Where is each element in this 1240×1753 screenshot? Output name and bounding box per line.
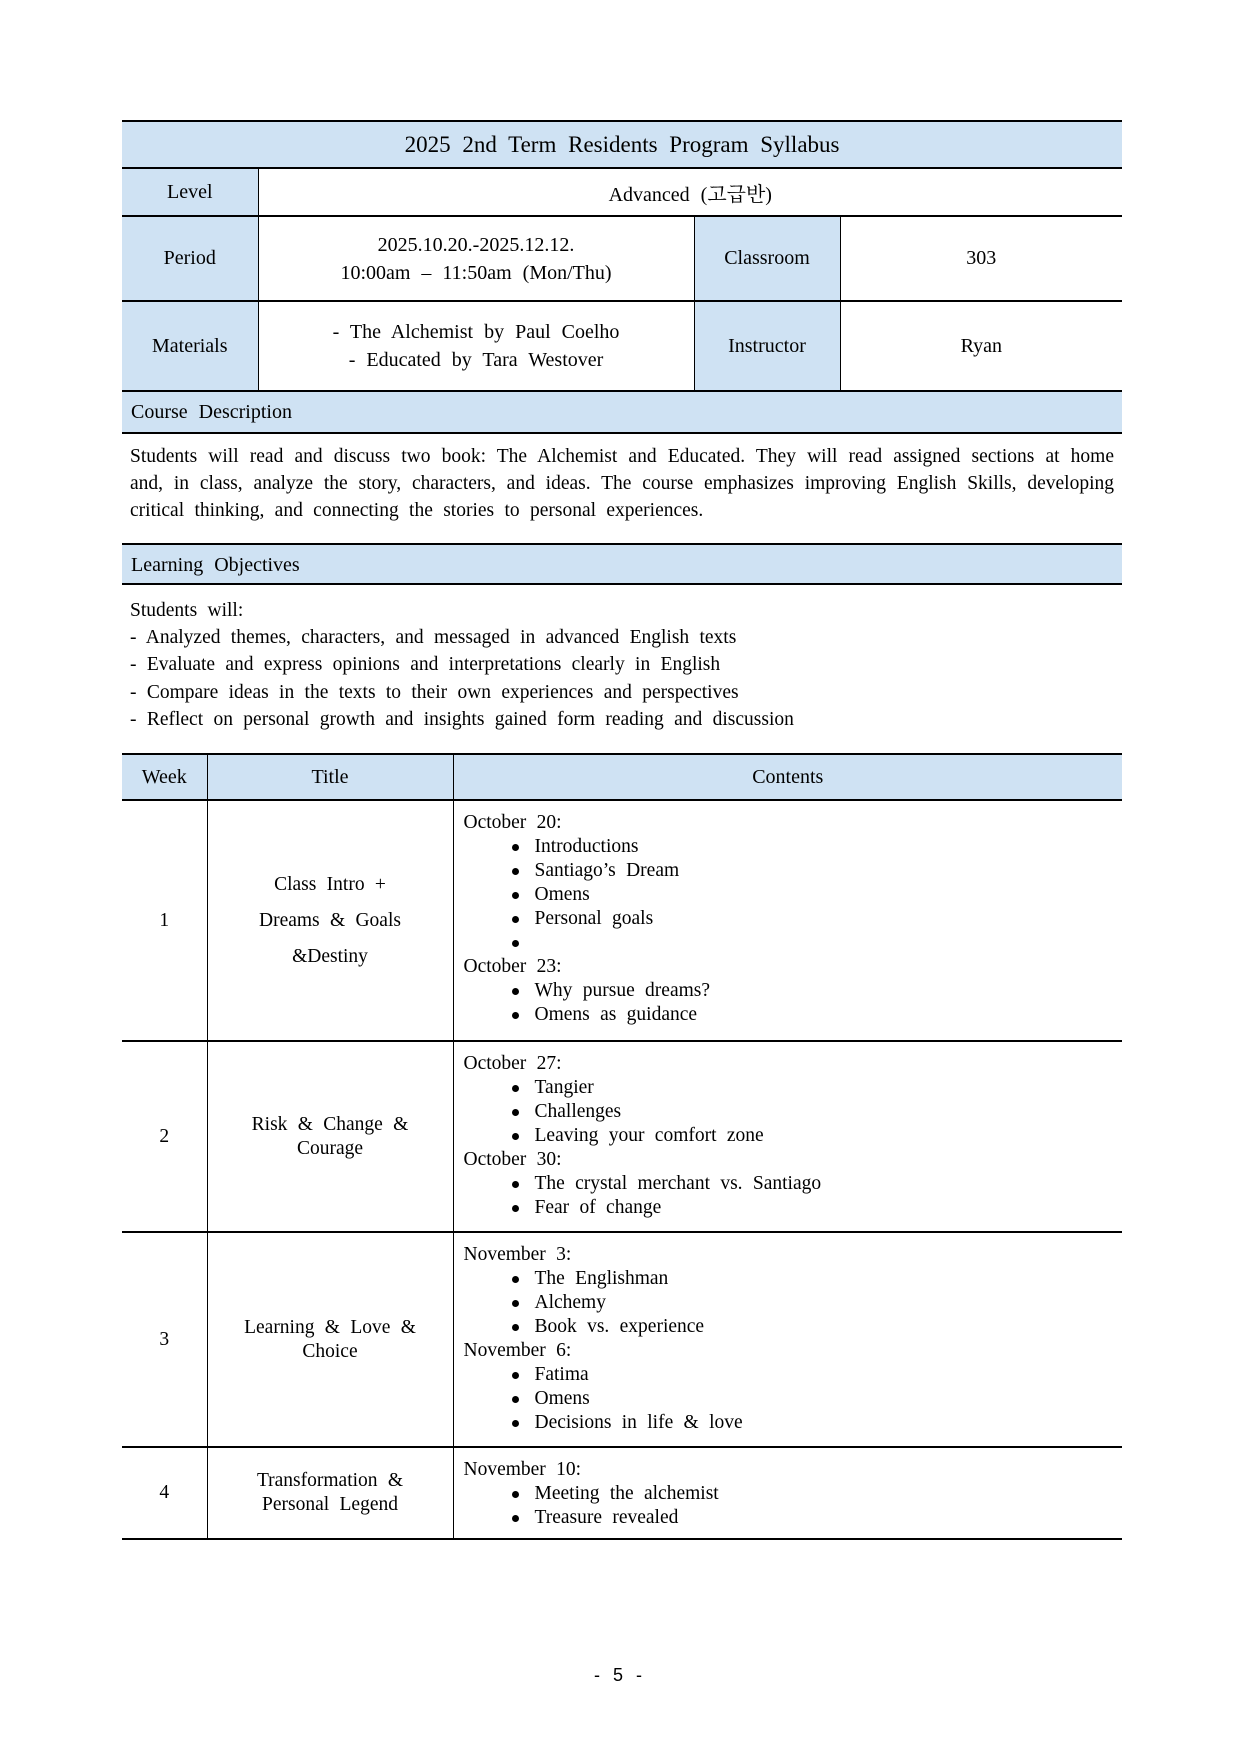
content-item-text: Leaving your comfort zone <box>534 1125 764 1147</box>
period-label-cell: Period <box>122 216 258 301</box>
week-number-cell: 1 <box>122 800 207 1041</box>
content-bullet-item <box>464 835 1113 859</box>
content-bullet-item <box>464 1100 1113 1124</box>
content-item-text: The Englishman <box>534 1268 669 1290</box>
week-title-line: Learning & Love & <box>244 1316 416 1338</box>
week-title-line: Dreams & Goals <box>259 909 401 931</box>
content-bullet-item <box>464 1506 1113 1530</box>
bullet-icon <box>512 1396 519 1403</box>
classroom-label-cell: Classroom <box>694 216 840 301</box>
content-bullet-item <box>464 1291 1113 1315</box>
content-bullet-item <box>464 979 1113 1003</box>
bullet-icon <box>512 940 519 947</box>
content-bullet-item <box>464 1482 1113 1506</box>
week-contents-cell <box>453 1232 1122 1447</box>
content-bullet-item <box>464 1411 1113 1435</box>
bullet-icon <box>512 1300 519 1307</box>
week-column-header: Week <box>122 754 207 800</box>
learning-objectives-header-band: Learning Objectives <box>122 543 1122 585</box>
content-item-text: Fear of change <box>534 1197 662 1219</box>
week-contents-cell <box>453 1041 1122 1232</box>
bullet-icon <box>512 1372 519 1379</box>
week-title-line: Choice <box>302 1340 358 1362</box>
week-title-line: &Destiny <box>292 945 368 967</box>
content-item-text: Meeting the alchemist <box>534 1483 719 1505</box>
week-title-cell <box>207 1041 453 1232</box>
course-description-text: Students will read and discuss two book: The Alchemist and Educated. They will read assigned sections at home and, in class, analyze the story, characters, and ideas. The course emphasizes improving English Skills, developing critical thinking, and connecting the stories to personal experiences. <box>130 446 1114 521</box>
period-dates: 2025.10.20.-2025.12.12. <box>377 233 575 256</box>
bullet-icon <box>512 1276 519 1283</box>
content-item-text: Omens as guidance <box>534 1004 698 1026</box>
syllabus-document <box>122 120 1122 1540</box>
content-bullet-item <box>464 1363 1113 1387</box>
materials-item: - Educated by Tara Westover <box>348 349 604 371</box>
content-date-heading: November 3: <box>463 1244 572 1266</box>
content-item-text: Why pursue dreams? <box>534 980 711 1002</box>
content-item-text: Alchemy <box>534 1292 606 1314</box>
content-date-heading: November 10: <box>463 1459 582 1481</box>
bullet-icon <box>512 1515 519 1522</box>
week-title-line: Personal Legend <box>262 1494 398 1516</box>
content-bullet-item <box>464 931 1113 955</box>
instructor-label-cell: Instructor <box>694 301 840 391</box>
content-item-text: Treasure revealed <box>534 1507 679 1529</box>
week-title-cell <box>207 800 453 1041</box>
week-number-cell: 4 <box>122 1447 207 1539</box>
content-bullet-item <box>464 1124 1113 1148</box>
materials-item: - The Alchemist by Paul Coelho <box>332 321 620 343</box>
content-item-text: Personal goals <box>534 908 654 930</box>
content-item-text: Fatima <box>534 1364 589 1386</box>
content-item-text: The crystal merchant vs. Santiago <box>534 1173 822 1195</box>
objective-item: - Reflect on personal growth and insights gained form reading and discussion <box>130 708 794 730</box>
content-bullet-item <box>464 1267 1113 1291</box>
title-row <box>122 121 1122 168</box>
schedule-row <box>122 1041 1122 1232</box>
week-title-line: Courage <box>296 1137 364 1159</box>
week-title-line: Class Intro + <box>274 873 386 895</box>
contents-column-header: Contents <box>453 754 1122 800</box>
bullet-icon <box>512 988 519 995</box>
content-item-text: Book vs. experience <box>534 1316 705 1338</box>
bullet-icon <box>512 868 519 875</box>
week-title-line: Transformation & <box>256 1470 404 1492</box>
materials-label-cell: Materials <box>122 301 258 391</box>
content-bullet-item <box>464 1196 1113 1220</box>
content-bullet-item <box>464 907 1113 931</box>
syllabus-title: 2025 2nd Term Residents Program Syllabus <box>122 121 1122 168</box>
learning-objectives-list <box>122 585 1122 753</box>
week-contents-cell <box>453 800 1122 1041</box>
schedule-header-row <box>122 754 1122 800</box>
week-number-cell: 2 <box>122 1041 207 1232</box>
content-item-text: Omens <box>534 884 590 906</box>
content-bullet-item <box>464 883 1113 907</box>
bullet-icon <box>512 1012 519 1019</box>
bullet-icon <box>512 916 519 923</box>
title-column-header: Title <box>207 754 453 800</box>
bullet-icon <box>512 844 519 851</box>
level-label-cell: Level <box>122 168 258 216</box>
syllabus-info-table <box>122 120 1122 392</box>
objective-item: - Compare ideas in the texts to their own experiences and perspectives <box>130 681 739 703</box>
materials-value-cell <box>258 301 694 391</box>
period-time: 10:00am – 11:50am (Mon/Thu) <box>340 261 612 284</box>
bullet-icon <box>512 1205 519 1212</box>
objective-item: - Evaluate and express opinions and interpretations clearly in English <box>130 654 721 676</box>
week-number-cell: 3 <box>122 1232 207 1447</box>
schedule-row <box>122 1447 1122 1539</box>
content-item-text: Decisions in life & love <box>534 1412 743 1434</box>
content-bullet-item <box>464 1003 1113 1027</box>
bullet-icon <box>512 1133 519 1140</box>
content-bullet-item <box>464 1076 1113 1100</box>
level-value-cell: Advanced (고급반) <box>258 168 1122 216</box>
content-item-text: Tangier <box>534 1077 594 1099</box>
content-date-heading: November 6: <box>463 1340 572 1362</box>
bullet-icon <box>512 1181 519 1188</box>
content-item-text: Santiago’s Dream <box>534 860 680 882</box>
content-date-heading: October 23: <box>463 956 562 978</box>
level-row <box>122 168 1122 216</box>
content-item-text: Introductions <box>534 836 639 858</box>
content-item-text: Omens <box>534 1388 590 1410</box>
bullet-icon <box>512 1324 519 1331</box>
course-description-header-band: Course Description <box>122 392 1122 434</box>
week-title-line: Risk & Change & <box>251 1113 409 1135</box>
schedule-table <box>122 753 1122 1540</box>
bullet-icon <box>512 1085 519 1092</box>
content-bullet-item <box>464 1172 1113 1196</box>
page-number: - 5 - <box>593 1665 646 1685</box>
period-value-cell <box>258 216 694 301</box>
content-item-text: Challenges <box>534 1101 622 1123</box>
classroom-value-cell: 303 <box>840 216 1122 301</box>
content-date-heading: October 30: <box>463 1149 562 1171</box>
week-title-cell <box>207 1447 453 1539</box>
content-bullet-item <box>464 1387 1113 1411</box>
instructor-value-cell: Ryan <box>840 301 1122 391</box>
content-bullet-item <box>464 859 1113 883</box>
content-date-heading: October 27: <box>463 1053 562 1075</box>
bullet-icon <box>512 892 519 899</box>
bullet-icon <box>512 1491 519 1498</box>
materials-row <box>122 301 1122 391</box>
week-title-cell <box>207 1232 453 1447</box>
content-date-heading: October 20: <box>463 812 562 834</box>
objectives-intro: Students will: <box>130 600 244 621</box>
bullet-icon <box>512 1420 519 1427</box>
bullet-icon <box>512 1109 519 1116</box>
schedule-row <box>122 800 1122 1041</box>
period-row <box>122 216 1122 301</box>
schedule-row <box>122 1232 1122 1447</box>
week-contents-cell <box>453 1447 1122 1539</box>
objective-item: - Analyzed themes, characters, and messaged in advanced English texts <box>130 627 737 649</box>
content-bullet-item <box>464 1315 1113 1339</box>
